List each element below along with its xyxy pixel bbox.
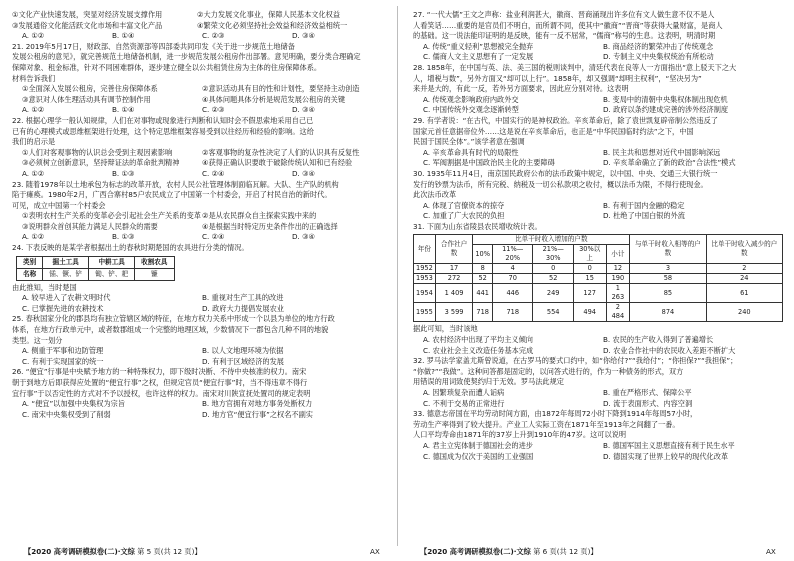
stem-line: 材料告诉我们 — [12, 73, 56, 83]
stem-line: 民国于国民全体”。”该学者意在强调 — [413, 137, 525, 147]
stem-line: 32. 罗马法学家盖尤斯曾说道，在古罗马的要式口约中，如“你给付?”“我给付”；“你担保?”“我担保”； — [413, 356, 738, 366]
stem-line: 27. “一代大儒”王文之声称：盐业利润甚大，徽商、晋商涌现出许多位有文人做生意不仅不是人 — [413, 10, 715, 19]
stem-line: 宜行事”于以否定性的方式对不予以授权，也许这样的权力。南宋对川陕宣抚处置司的规定表明 — [12, 388, 311, 398]
table-cell: 718 — [473, 303, 493, 322]
choice: C. ②③ — [202, 31, 225, 41]
stem-line: 26. “便宜”行事是中央赋予地方的一种特殊权力，即下级时决断、不待中央核准的权力。南宋 — [12, 367, 307, 377]
table-cell: 1 263 — [606, 284, 630, 303]
option-line: C. 德国成为仅次于美国的工业强国 — [423, 451, 534, 461]
table-cell: 3 599 — [435, 303, 473, 322]
table-cell: 190 — [606, 274, 630, 284]
table-cell: 2 484 — [606, 303, 630, 322]
option-line: A. 君主立宪体制于德国社会的进步 — [423, 441, 533, 450]
option-line: C. 军阀割据是中国政治民主化的主要障碍 — [423, 158, 555, 168]
stem-line: 的基础。这一说法能印证明的是反映，能有一反不屈常，“儒商”称号的生息。这表明，明清时期 — [413, 31, 716, 41]
option-line: A. 传统观念影响政府内政外交 — [423, 94, 519, 104]
table-header: 比单干时收入减少的户数 — [706, 235, 782, 264]
question-22 — [12, 116, 382, 180]
table-cell: 锄、铲、耙 — [89, 268, 135, 280]
top-options — [12, 10, 382, 31]
table-cell: 58 — [630, 274, 706, 284]
footer-title: 【2020 高考调研模拟卷(二)·文综 — [420, 547, 531, 556]
table-cell: 4 — [493, 264, 533, 274]
option-line: A. 传统“重义轻利”思想被完全抛弃 — [423, 41, 534, 51]
option-line: ②是从农民群众自主探索实践中来的 — [202, 211, 317, 221]
option-line: D. 杜绝了中国白银的外流 — [603, 211, 685, 221]
left-footer — [24, 547, 202, 557]
question-32 — [413, 356, 783, 409]
stem-line: 31. 下面为山东省陵县农民增收统计表。 — [413, 221, 542, 231]
table-cell: 0 — [533, 264, 573, 274]
table-cell: 24 — [706, 274, 782, 284]
choice: D. ③④ — [292, 232, 315, 242]
footer-page: 第 5 页(共 12 页)】 — [137, 547, 202, 556]
table-row — [414, 284, 783, 303]
stem-line: 朝于到地方后即获得应处置的“便宜行事”之权，但规定官员“便宜行事”时，当不得违章不得行 — [12, 378, 308, 387]
table-cell: 441 — [473, 284, 493, 303]
choice: A. ①② — [22, 31, 45, 41]
table-cell: 554 — [533, 303, 573, 322]
table-header: 与单干时收入相等的户数 — [630, 235, 706, 264]
table-body — [414, 264, 783, 322]
table-cell: 494 — [573, 303, 606, 322]
stem-line: 人口平均寿命由1871年的37岁上升到1910年的47岁。这可以说明 — [413, 430, 627, 440]
stem-line: 21. 2019年5月17日，财政部、自然资源部等四部委共同印发《关于进一步规范土地储备 — [12, 41, 295, 51]
choice: D. ③④ — [292, 168, 315, 178]
option-line: D. 农业合作社中的农民收入差距不断扩大 — [603, 345, 736, 355]
option-line: ①文化产业快速发展，突显对经济发展支撑作用 — [12, 10, 163, 19]
option-line: A. 侧重于军事和边防管理 — [22, 346, 104, 356]
stem-line: 23. 随着1978年以土地承包为标志的改革开放，农村人民公社管理体制面临瓦解。大队、生产队的机构 — [12, 179, 339, 189]
option-line: A. 农村经济中出现了平均主义倾向 — [423, 335, 533, 345]
table-cell: 1 409 — [435, 284, 473, 303]
stem-line: 据此可知，当时该地 — [413, 324, 478, 334]
option-line: D. 政府以条约建成完善的涉外经济制度 — [603, 105, 729, 115]
table-cell: 61 — [706, 284, 782, 303]
choice: B. ①④ — [112, 31, 135, 41]
tools-table — [16, 256, 175, 281]
option-line: ④是根据当时特定历史条件作出的正确选择 — [202, 221, 338, 231]
top-choices — [12, 31, 382, 42]
choice: A. ①② — [22, 232, 45, 242]
table-cell: 1953 — [414, 274, 436, 284]
option-line: C. 南宋中央集权受到了削弱 — [22, 409, 111, 419]
table-row — [414, 303, 783, 322]
question-23 — [12, 180, 382, 244]
stem-line: 发展公租房的意见》，就完善规范土地储备机制，进一步规范发展公租房作出部署。意见明确，要分类合理确定 — [12, 52, 361, 62]
stem-line: 已有的心理模式或思维框架进行处理，这个特定思维框架容易受到以往经历和经验的影响。这给 — [12, 126, 314, 136]
stem-line: 此次法币改革 — [413, 190, 457, 200]
stem-line: 24. 下表反映的是某学者根据出土的春秋时期楚国的农具进行分类的情况。 — [12, 243, 249, 253]
footer-title: 【2020 高考调研模拟卷(二)·文综 — [24, 547, 135, 556]
option-line: D. 德国实现了世界上较早的现代化改革 — [603, 451, 729, 461]
table-cell: 1952 — [414, 264, 436, 274]
choice: A. ①② — [22, 105, 45, 115]
table-cell: 127 — [573, 284, 606, 303]
stem-line: 保障对象、租金标准，针对不同困难群体，逐步建立健全以公共租赁住房为主体的住房保障体系。 — [12, 62, 322, 72]
option-line: ③发展通俗文化能活跃文化市场和丰富文化产品 — [12, 20, 163, 30]
stem-line: 人，增税与数”，另外方面又“却可以上行”。1858年，却又强调“却明主权利”，“坚决另为” — [413, 73, 702, 83]
stem-line: 由此推知，当时楚国 — [12, 282, 77, 292]
question-24 — [12, 243, 382, 314]
option-line: B. 重在严格形式、保障公平 — [603, 388, 692, 398]
stem-line: 体系，在地方行政单元中，或者数郡组成一个完整的地理区域，少数情况下一郡包含几种不同的地貌 — [12, 325, 329, 335]
option-line: B. 商品经济的繁荣冲击了传统观念 — [603, 41, 714, 51]
choice: D. ③④ — [292, 105, 315, 115]
option-line: B. 德国军国主义思想直接有利于民生水平 — [603, 441, 735, 450]
option-line: ①表明农村生产关系的变革必会引起社会生产关系的变革 — [22, 211, 201, 221]
option-line: ④繁荣文化必须坚持社会效益和经济效益相统一 — [197, 20, 348, 30]
table-header: 比单干时收入增加的户数 — [473, 235, 630, 245]
table-cell: 874 — [630, 303, 706, 322]
table-cell: 85 — [630, 284, 706, 303]
stem-line: 33. 德意志帝国在平均劳动时间方面，由1872年每周72小时下降到1914年每周57小时， — [413, 409, 698, 419]
question-26 — [12, 367, 382, 420]
stem-line: 人看笑话……重要的是官员们不明白，而所谓不同，使其中“徽商”“晋商”等获得大量财富，是商人 — [413, 20, 723, 30]
stem-line: 用错误的用词致使契约归于无效。罗马法此规定 — [413, 377, 564, 387]
choice: D. ③④ — [292, 31, 315, 41]
table-cell: 249 — [533, 284, 573, 303]
table-subheader: 小计 — [606, 245, 630, 264]
table-cell: 12 — [606, 264, 630, 274]
option-line: D. 辛亥革命确立了新的政治“合法性”模式 — [603, 158, 736, 168]
option-line: ①人们对客观事物的认识总会受到主观因素影响 — [22, 147, 173, 157]
option-line: A. “便宜”以加强中央集权为宗旨 — [22, 399, 126, 409]
table-header: 掘土工具 — [43, 256, 89, 268]
table-row — [414, 264, 783, 274]
table-cell: 52 — [473, 274, 493, 284]
table-cell: 3 — [630, 264, 706, 274]
option-line: A. 体现了官僚资本的掠夺 — [423, 200, 505, 210]
table-header: 收割农具 — [135, 256, 174, 268]
option-line: B. 民主共和思想对近代中国影响深远 — [603, 147, 721, 157]
option-line: C. 农业社会主义改造任务基本完成 — [423, 345, 534, 355]
option-line: B. 农民的生产收入得到了普遍增长 — [603, 335, 714, 345]
left-page — [12, 10, 382, 420]
choice: C. ②③ — [202, 105, 225, 115]
option-line: ①全面深入发展公租房，完善住房保障体系 — [22, 84, 158, 94]
stem-line: 30. 1935年11月4日，南京国民政府公布的法币政策中规定，以中国、中央、交通三大银行统一 — [413, 168, 718, 178]
table-subheader: 10% — [473, 245, 493, 264]
option-line: ②大力发展文化事业，保障人民基本文化权益 — [197, 10, 341, 19]
question-21 — [12, 42, 382, 116]
stem-line: 28. 1858年，在中国与英、法、美三国的税则谈判中，清廷代表在良等人一方面指出“意上驳天下之大 — [413, 62, 737, 72]
option-line: ③必须树立创新意识，坚持辩证法的革命批判精神 — [22, 158, 180, 168]
table-header: 中耕工具 — [89, 256, 135, 268]
table-cell: 镰 — [135, 268, 174, 280]
stem-line: 22. 根据心理学一般认知规律，人们在对事物或现象进行判断和认知时会不假思索地采用自己已 — [12, 115, 314, 125]
table-cell: 17 — [435, 264, 473, 274]
option-line: D. 专制主义中央集权统治有所松动 — [603, 52, 714, 62]
table-header: 年份 — [414, 235, 436, 264]
table-cell: 240 — [706, 303, 782, 322]
option-line: D. 流于表面形式、内容空洞 — [603, 398, 693, 408]
table-cell: 718 — [493, 303, 533, 322]
question-25 — [12, 314, 382, 367]
option-line: B. 变局中的清朝中央集权体制出现危机 — [603, 94, 728, 104]
left-footer-code: AX — [370, 547, 380, 556]
table-subheader: 30%以上 — [573, 245, 606, 264]
stem-line: 可见，成立中国第一个村委会 — [12, 200, 106, 210]
option-line: C. 已掌握先进的农耕技术 — [22, 303, 104, 313]
table-cell: 0 — [573, 264, 606, 274]
stem-line: 陷于瘫痪。1980年2月，广西合寨村85户农民成立了中国第一个村委会，开启了村民自治的新时代。 — [12, 190, 332, 200]
stem-line: 29. 有学者说：“在古代，中国实行的是神权政治。辛亥革命后，除了袁世凯复辟帝制公然违反了 — [413, 115, 718, 125]
table-cell: 2 — [706, 264, 782, 274]
table-header: 合作社户数 — [435, 235, 473, 264]
question-33 — [413, 409, 783, 462]
option-line: B. 地方官拥有对地方事务处断权力 — [202, 399, 313, 409]
choice: B. ①④ — [112, 105, 135, 115]
choice: B. ①③ — [112, 232, 135, 242]
question-28 — [413, 63, 783, 116]
table-subheader: 21%—30% — [533, 245, 573, 264]
choice: C. ②④ — [202, 232, 225, 242]
stem-line: 发行的钞票为法币，所有完税、纳税及一切公私款项之收付，概以法币为限，不得行使现金。 — [413, 179, 708, 189]
footer-page: 第 6 页(共 12 页)】 — [533, 547, 598, 556]
option-line: B. 以人文地理环境为依据 — [202, 346, 284, 356]
table-cell: 52 — [533, 274, 573, 284]
income-table — [413, 234, 783, 322]
table-cell: 1955 — [414, 303, 436, 322]
stem-line: “你做?”“我做”。这种问答都是固定的，以问答式进行的，作为一种债务的形式，双方 — [413, 366, 684, 376]
right-footer-code: AX — [766, 547, 776, 556]
option-line: ②意识活动具有目的性和计划性，要坚持主动创造 — [202, 84, 360, 94]
stem-line: 25. 春秋国家分化的郡县均有独立管辖区域的特征，在地方权力关系中形成一个以县为单位的地方行政 — [12, 314, 335, 324]
question-29 — [413, 116, 783, 169]
stem-line: 来并是大的，有此一反，若外另方面要求，因此应分别对待。这表明 — [413, 84, 629, 94]
option-line: A. 辛亥革命具有时代的局限性 — [423, 147, 519, 157]
table-header: 类别 — [17, 256, 43, 268]
choice: A. ①② — [22, 168, 45, 178]
question-31 — [413, 222, 783, 356]
choice: C. ②④ — [202, 168, 225, 178]
table-cell: 1954 — [414, 284, 436, 303]
option-line: D. 政府大力提倡发展农业 — [202, 303, 284, 313]
option-line: ④获得正确认识要敢于破除传统认知和已有经验 — [202, 158, 353, 168]
stem-line: 我们的启示是 — [12, 137, 56, 147]
page-divider — [397, 6, 398, 546]
table-row-label: 名称 — [17, 268, 43, 280]
option-line: C. 儒商人文主义思想有了一定发展 — [423, 52, 534, 62]
table-subheader: 11%—20% — [493, 245, 533, 264]
table-cell: 70 — [493, 274, 533, 284]
table-cell: 8 — [473, 264, 493, 274]
table-row — [414, 274, 783, 284]
table-cell: 446 — [493, 284, 533, 303]
option-line: C. 加重了广大农民的负担 — [423, 211, 505, 221]
table-cell: 272 — [435, 274, 473, 284]
option-line: B. 有利于国内金融的稳定 — [603, 200, 685, 210]
table-cell: 15 — [573, 274, 606, 284]
option-line: ④具体问题具体分析是规范发展公租房的关键 — [202, 94, 346, 104]
right-page — [413, 10, 783, 462]
option-line: B. 重视对生产工具的改进 — [202, 293, 284, 303]
option-line: ③意识对人体生理活动具有调节控制作用 — [22, 94, 151, 104]
option-line: C. 有利于实现国家的统一 — [22, 356, 104, 366]
right-footer — [420, 547, 598, 557]
choice: B. ①③ — [112, 168, 135, 178]
option-line: C. 中国传统外交观念逐渐转型 — [423, 105, 519, 115]
stem-line: 劳动生产率得到了较大提升。产业工人实际工资在1871年至1913年之间翻了一番。 — [413, 419, 680, 429]
option-line: A. 因繁琐复杂而遭人诟病 — [423, 388, 505, 398]
option-line: A. 较早进入了农耕文明时代 — [22, 293, 111, 303]
option-line: ③说明群众首创其能力满足人民群众的需要 — [22, 221, 158, 231]
table-cell: 锸、镢、铲 — [43, 268, 89, 280]
option-line: D. 地方官“便宜行事”之权名不副实 — [202, 409, 313, 419]
stem-line: 类型。这一划分 — [12, 335, 63, 345]
option-line: C. 不利于交易的正常进行 — [423, 398, 505, 408]
question-27 — [413, 10, 783, 63]
stem-line: 国家元首任意据帝位外……这是说在辛亥革命后，也正是“中华民国临时约法”之下，中国 — [413, 126, 694, 136]
question-30 — [413, 169, 783, 222]
option-line: ②客观事物的复杂性决定了人们的认识具有反复性 — [202, 147, 360, 157]
option-line: D. 有利于区域经济的发展 — [202, 356, 284, 366]
